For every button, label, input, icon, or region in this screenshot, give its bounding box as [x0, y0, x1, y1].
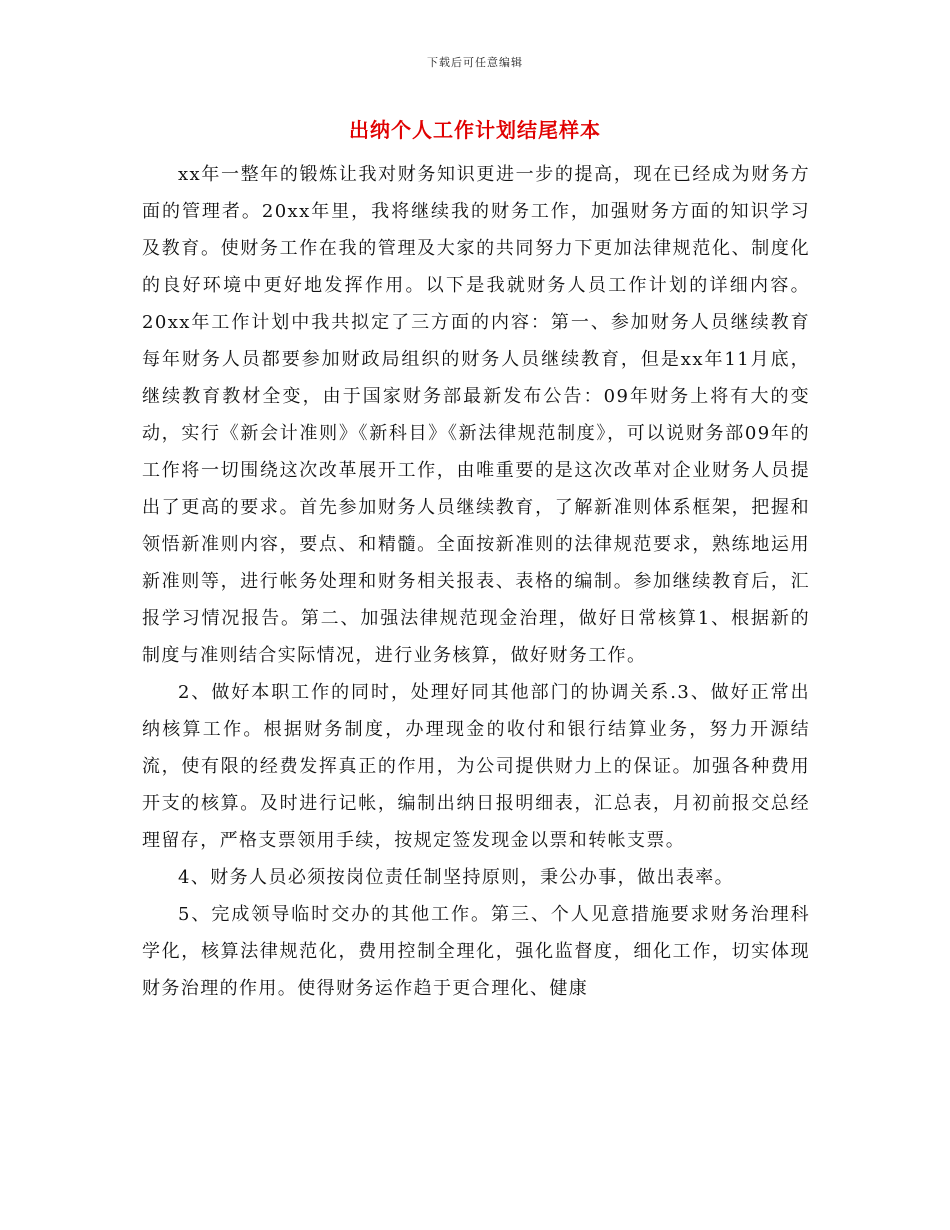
- header-note: 下载后可任意编辑: [427, 56, 523, 69]
- document-title: 出纳个人工作计划结尾样本: [349, 118, 601, 142]
- paragraph-3: 4、财务人员必须按岗位责任制坚持原则，秉公办事，做出表率。: [178, 867, 735, 888]
- paragraph-1: xx年一整年的锻炼让我对财务知识更进一步的提高，现在已经成为财务方面的管理者。20xx年里，我将继续我的财务工作，加强财务方面的知识学习及教育。使财务工作在我的管理及大家的共同努力下更加法律规范化、制度化的良好环境中更好地发挥作用。以下是我就财务人员工作计划的详细内容。20xx年工作计划中我共拟定了三方面的内容：第一、参加财务人员继续教育每年财务人员都要参加财政局组织的财务人员继续教育，但是xx年11月底，继续教育教材全变，由于国家财务部最新发布公告：09年财务上将有大的变动，实行《新会计准则》《新科目》《新法律规范制度》，可以说财务部09年的工作将一切围绕这次改革展开工作，由唯重要的是这次改革对企业财务人员提出了更高的要求。首先参加财务人员继续教育，了解新准则体系框架，把握和领悟新准则内容，要点、和精髓。全面按新准则的法律规范要求，熟练地运用新准则等，进行帐务处理和财务相关报表、表格的编制。参加继续教育后，汇报学习情况报告。第二、加强法律规范现金治理，做好日常核算1、根据新的制度与准则结合实际情况，进行业务核算，做好财务工作。: [142, 164, 810, 666]
- paragraph-4: 5、完成领导临时交办的其他工作。第三、个人见意措施要求财务治理科学化，核算法律规范化，费用控制全理化，强化监督度，细化工作，切实体现财务治理的作用。使得财务运作趋于更合理化、健康: [142, 904, 810, 999]
- paragraph-2: 2、做好本职工作的同时，处理好同其他部门的协调关系.3、做好正常出纳核算工作。根据财务制度，办理现金的收付和银行结算业务，努力开源结流，使有限的经费发挥真正的作用，为公司提供财力上的保证。加强各种费用开支的核算。及时进行记帐，编制出纳日报明细表，汇总表，月初前报交总经理留存，严格支票领用手续，按规定签发现金以票和转帐支票。: [142, 682, 810, 851]
- document-body: [142, 156, 810, 1007]
